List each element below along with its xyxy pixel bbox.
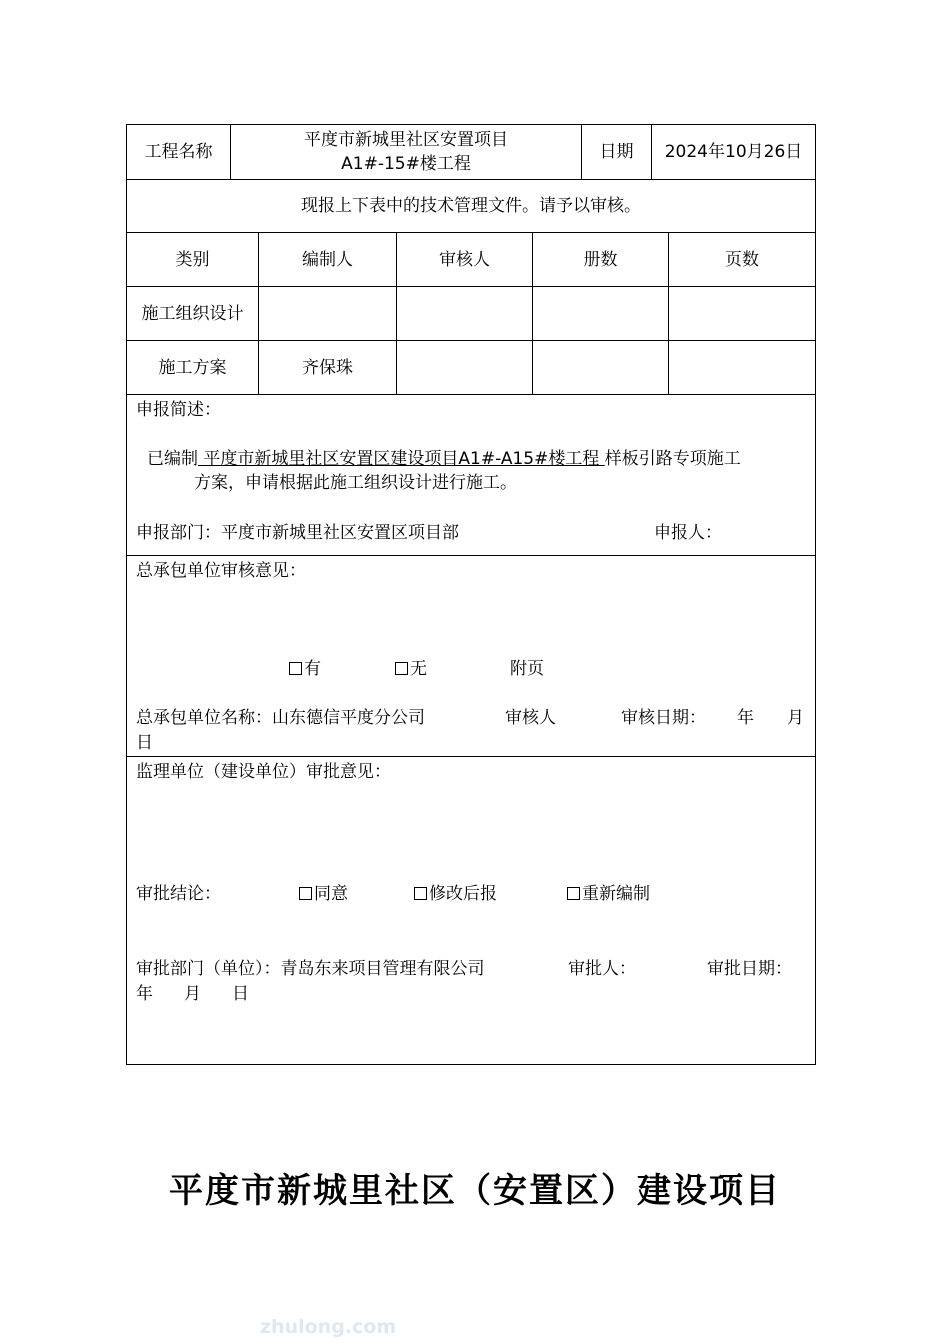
date-value: 2024年10月26日: [664, 142, 803, 162]
date-year: 年: [136, 984, 153, 1004]
approval-form-table: [126, 124, 816, 1065]
supervisor-section: [127, 757, 815, 1064]
option-redo[interactable]: 重新编制: [567, 882, 650, 906]
supervisor-label: 监理单位（建设单位）审批意见：: [136, 762, 391, 782]
header-row: [127, 125, 815, 180]
project-name-line1: 平度市新城里社区安置项目: [304, 130, 508, 150]
checkbox-icon[interactable]: [299, 887, 312, 900]
option-no[interactable]: 无: [395, 657, 427, 681]
row-reviewer: [397, 341, 533, 394]
supervisor-dept: 审批部门（单位）：青岛东来项目管理有限公司: [136, 959, 485, 979]
col-pages: 页数: [725, 249, 759, 270]
checkbox-icon[interactable]: [289, 662, 302, 675]
checkbox-icon[interactable]: [395, 662, 408, 675]
option-revise[interactable]: 修改后报: [414, 882, 497, 906]
row-category: 施工方案: [127, 341, 259, 394]
date-month: 月: [787, 708, 804, 728]
approver-label: 审批人：: [568, 959, 636, 979]
contractor-section: [127, 556, 815, 757]
date-day: 日: [136, 733, 153, 753]
col-category: 类别: [127, 233, 259, 286]
report-label: 申报简述：: [136, 400, 221, 420]
row-author: 齐保珠: [259, 341, 397, 394]
reporter-label: 申报人：: [654, 523, 722, 543]
date-label: 日期: [582, 125, 652, 179]
row-pages: [669, 287, 815, 340]
project-name-line2: A1#-15#楼工程: [341, 154, 471, 174]
intro-row: [127, 180, 815, 233]
report-prefix: 已编制: [147, 449, 198, 469]
option-agree[interactable]: 同意: [299, 882, 348, 906]
footer-title: 平度市新城里社区（安置区）建设项目: [169, 1171, 781, 1211]
date-day: 日: [232, 984, 249, 1004]
report-text: [147, 447, 741, 471]
col-author: 编制人: [259, 233, 397, 286]
col-reviewer: 审核人: [397, 233, 533, 286]
report-project: 平度市新城里社区安置区建设项目A1#-A15#楼工程: [198, 449, 605, 469]
checkbox-icon[interactable]: [567, 887, 580, 900]
checkbox-icon[interactable]: [414, 887, 427, 900]
watermark: zhulong.com: [260, 1316, 397, 1338]
contractor-name: 总承包单位名称：山东德信平度分公司: [136, 708, 425, 728]
col-volumes: 册数: [533, 233, 669, 286]
row-reviewer: [397, 287, 533, 340]
table-row: [127, 287, 815, 341]
project-label: 工程名称: [127, 125, 231, 179]
intro-text: 现报上下表中的技术管理文件。请予以审核。: [301, 196, 641, 216]
row-volumes: [533, 341, 669, 394]
report-text-line2: 方案，申请根据此施工组织设计进行施工。: [194, 473, 517, 493]
project-name: [231, 125, 582, 179]
report-section: [127, 395, 815, 556]
row-category: 施工组织设计: [127, 287, 259, 340]
date-year: 年: [737, 708, 754, 728]
table-header-row: [127, 233, 815, 287]
table-row: [127, 341, 815, 395]
attachment-label: 附页: [510, 659, 544, 679]
conclusion-label: 审批结论：: [136, 884, 221, 904]
row-author: [259, 287, 397, 340]
report-suffix: 样板引路专项施工: [604, 449, 741, 469]
contractor-review-date: 审核日期：: [621, 708, 706, 728]
approve-date-label: 审批日期：: [707, 959, 792, 979]
option-yes[interactable]: 有: [289, 657, 321, 681]
contractor-reviewer: 审核人: [505, 708, 556, 728]
row-volumes: [533, 287, 669, 340]
date-month: 月: [184, 984, 201, 1004]
contractor-label: 总承包单位审核意见：: [136, 561, 306, 581]
report-dept: 申报部门：平度市新城里社区安置区项目部: [136, 523, 459, 543]
row-pages: [669, 341, 815, 394]
